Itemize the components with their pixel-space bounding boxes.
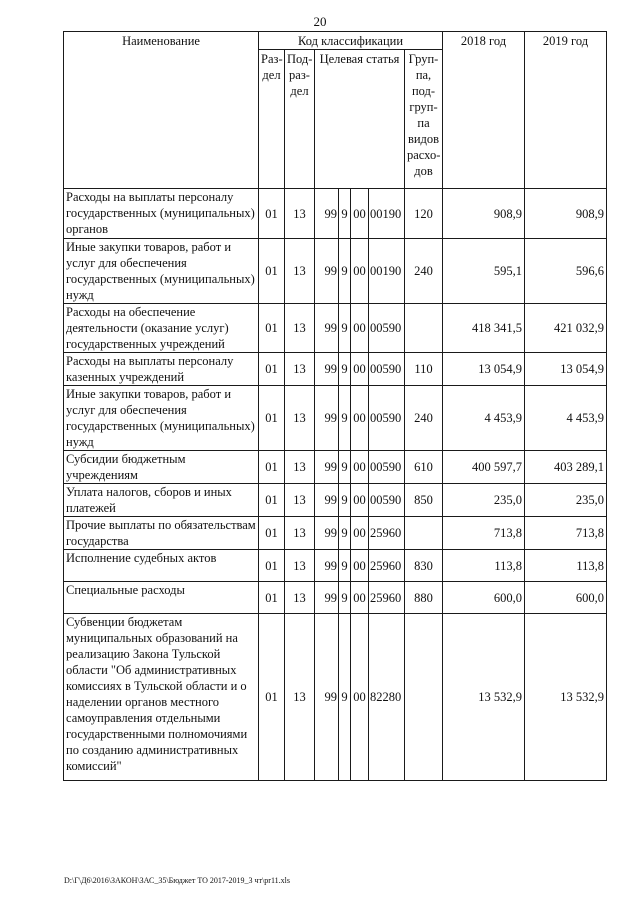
row-target-subprogram: 9 (339, 614, 351, 781)
row-expense-group: 830 (405, 550, 443, 582)
row-target-event: 00 (351, 451, 369, 484)
row-name: Расходы на обеспечение деятельности (оказание услуг) государственных учреждений (64, 304, 259, 353)
row-target-event: 00 (351, 582, 369, 614)
row-amount-2018: 418 341,5 (443, 304, 525, 353)
row-subsection: 13 (285, 484, 315, 517)
row-target-direction: 25960 (369, 517, 405, 550)
budget-table (63, 31, 607, 781)
header-row-top (64, 32, 607, 50)
row-target-direction: 00190 (369, 239, 405, 304)
row-amount-2019: 421 032,9 (525, 304, 607, 353)
row-target-event: 00 (351, 239, 369, 304)
row-target-subprogram: 9 (339, 386, 351, 451)
table-row (64, 451, 607, 484)
row-name: Субвенции бюджетам муниципальных образований на реализацию Закона Тульской области "Об административных комиссиях в Тульской области и о наделении органов местного самоуправления отдельными государственными полномочиями по созданию административных комиссий" (64, 614, 259, 781)
row-target-direction: 25960 (369, 550, 405, 582)
row-section: 01 (259, 550, 285, 582)
row-target-program: 99 (315, 484, 339, 517)
header-year-2019: 2019 год (525, 32, 607, 189)
row-target-program: 99 (315, 189, 339, 239)
row-expense-group: 110 (405, 353, 443, 386)
row-expense-group: 120 (405, 189, 443, 239)
row-subsection: 13 (285, 614, 315, 781)
row-subsection: 13 (285, 451, 315, 484)
row-target-direction: 00590 (369, 353, 405, 386)
row-amount-2019: 13 054,9 (525, 353, 607, 386)
row-amount-2019: 908,9 (525, 189, 607, 239)
row-amount-2018: 13 054,9 (443, 353, 525, 386)
row-target-subprogram: 9 (339, 451, 351, 484)
table-row (64, 239, 607, 304)
row-target-program: 99 (315, 517, 339, 550)
row-target-program: 99 (315, 582, 339, 614)
header-target-article: Целевая статья (315, 50, 405, 189)
header-name: Наименование (64, 32, 259, 189)
row-subsection: 13 (285, 386, 315, 451)
row-amount-2019: 600,0 (525, 582, 607, 614)
row-subsection: 13 (285, 353, 315, 386)
row-expense-group: 850 (405, 484, 443, 517)
row-amount-2019: 13 532,9 (525, 614, 607, 781)
row-name: Иные закупки товаров, работ и услуг для обеспечения государственных (муниципальных) нужд (64, 386, 259, 451)
table-row (64, 353, 607, 386)
row-target-subprogram: 9 (339, 582, 351, 614)
row-amount-2019: 235,0 (525, 484, 607, 517)
row-target-event: 00 (351, 517, 369, 550)
row-section: 01 (259, 239, 285, 304)
row-target-direction: 82280 (369, 614, 405, 781)
row-target-program: 99 (315, 304, 339, 353)
row-section: 01 (259, 189, 285, 239)
header-subsection: Под- раз- дел (285, 50, 315, 189)
row-target-program: 99 (315, 386, 339, 451)
row-section: 01 (259, 484, 285, 517)
row-subsection: 13 (285, 550, 315, 582)
row-amount-2019: 113,8 (525, 550, 607, 582)
row-target-subprogram: 9 (339, 353, 351, 386)
row-target-direction: 00590 (369, 386, 405, 451)
row-expense-group (405, 614, 443, 781)
row-name: Уплата налогов, сборов и иных платежей (64, 484, 259, 517)
row-expense-group: 240 (405, 386, 443, 451)
row-target-subprogram: 9 (339, 484, 351, 517)
row-target-program: 99 (315, 239, 339, 304)
row-amount-2018: 713,8 (443, 517, 525, 550)
row-amount-2018: 908,9 (443, 189, 525, 239)
row-section: 01 (259, 517, 285, 550)
row-expense-group (405, 304, 443, 353)
row-expense-group (405, 517, 443, 550)
row-amount-2018: 600,0 (443, 582, 525, 614)
row-target-direction: 25960 (369, 582, 405, 614)
row-target-direction: 00590 (369, 484, 405, 517)
row-subsection: 13 (285, 239, 315, 304)
header-expense-group: Груп- па, под- груп- па видов расхо- дов (405, 50, 443, 189)
row-target-program: 99 (315, 550, 339, 582)
row-name: Иные закупки товаров, работ и услуг для обеспечения государственных (муниципальных) нужд (64, 239, 259, 304)
row-target-direction: 00190 (369, 189, 405, 239)
row-amount-2018: 595,1 (443, 239, 525, 304)
row-target-event: 00 (351, 386, 369, 451)
header-classification-code: Код классификации (259, 32, 443, 50)
row-subsection: 13 (285, 582, 315, 614)
row-target-subprogram: 9 (339, 239, 351, 304)
row-amount-2018: 235,0 (443, 484, 525, 517)
row-target-direction: 00590 (369, 304, 405, 353)
table-row (64, 386, 607, 451)
row-subsection: 13 (285, 304, 315, 353)
row-target-event: 00 (351, 304, 369, 353)
row-amount-2018: 4 453,9 (443, 386, 525, 451)
row-target-program: 99 (315, 353, 339, 386)
row-target-subprogram: 9 (339, 304, 351, 353)
row-section: 01 (259, 386, 285, 451)
table-row (64, 582, 607, 614)
row-amount-2019: 403 289,1 (525, 451, 607, 484)
row-amount-2019: 596,6 (525, 239, 607, 304)
file-path-footer: D:\Г\Д6\2016\ЗАКОН\ЗАС_35\Бюджет ТО 2017-2019_3 чт\pr11.xls (64, 876, 290, 885)
row-amount-2019: 713,8 (525, 517, 607, 550)
row-name: Исполнение судебных актов (64, 550, 259, 582)
table-row (64, 614, 607, 781)
row-target-event: 00 (351, 484, 369, 517)
row-name: Расходы на выплаты персоналу казенных учреждений (64, 353, 259, 386)
row-expense-group: 610 (405, 451, 443, 484)
row-target-program: 99 (315, 451, 339, 484)
row-subsection: 13 (285, 189, 315, 239)
table-row (64, 517, 607, 550)
row-expense-group: 880 (405, 582, 443, 614)
row-target-event: 00 (351, 353, 369, 386)
row-target-subprogram: 9 (339, 550, 351, 582)
row-name: Прочие выплаты по обязательствам государства (64, 517, 259, 550)
row-amount-2019: 4 453,9 (525, 386, 607, 451)
row-target-program: 99 (315, 614, 339, 781)
row-target-event: 00 (351, 189, 369, 239)
row-name: Субсидии бюджетным учреждениям (64, 451, 259, 484)
row-amount-2018: 113,8 (443, 550, 525, 582)
row-section: 01 (259, 614, 285, 781)
row-name: Специальные расходы (64, 582, 259, 614)
row-section: 01 (259, 582, 285, 614)
row-target-subprogram: 9 (339, 189, 351, 239)
row-target-direction: 00590 (369, 451, 405, 484)
table-row (64, 484, 607, 517)
row-name: Расходы на выплаты персоналу государственных (муниципальных) органов (64, 189, 259, 239)
page-number: 20 (313, 14, 327, 29)
row-section: 01 (259, 304, 285, 353)
row-target-event: 00 (351, 614, 369, 781)
row-subsection: 13 (285, 517, 315, 550)
row-target-subprogram: 9 (339, 517, 351, 550)
table-row (64, 304, 607, 353)
row-section: 01 (259, 353, 285, 386)
row-target-event: 00 (351, 550, 369, 582)
row-section: 01 (259, 451, 285, 484)
row-amount-2018: 13 532,9 (443, 614, 525, 781)
row-expense-group: 240 (405, 239, 443, 304)
header-year-2018: 2018 год (443, 32, 525, 189)
row-amount-2018: 400 597,7 (443, 451, 525, 484)
table-row (64, 189, 607, 239)
table-row (64, 550, 607, 582)
header-section: Раз- дел (259, 50, 285, 189)
